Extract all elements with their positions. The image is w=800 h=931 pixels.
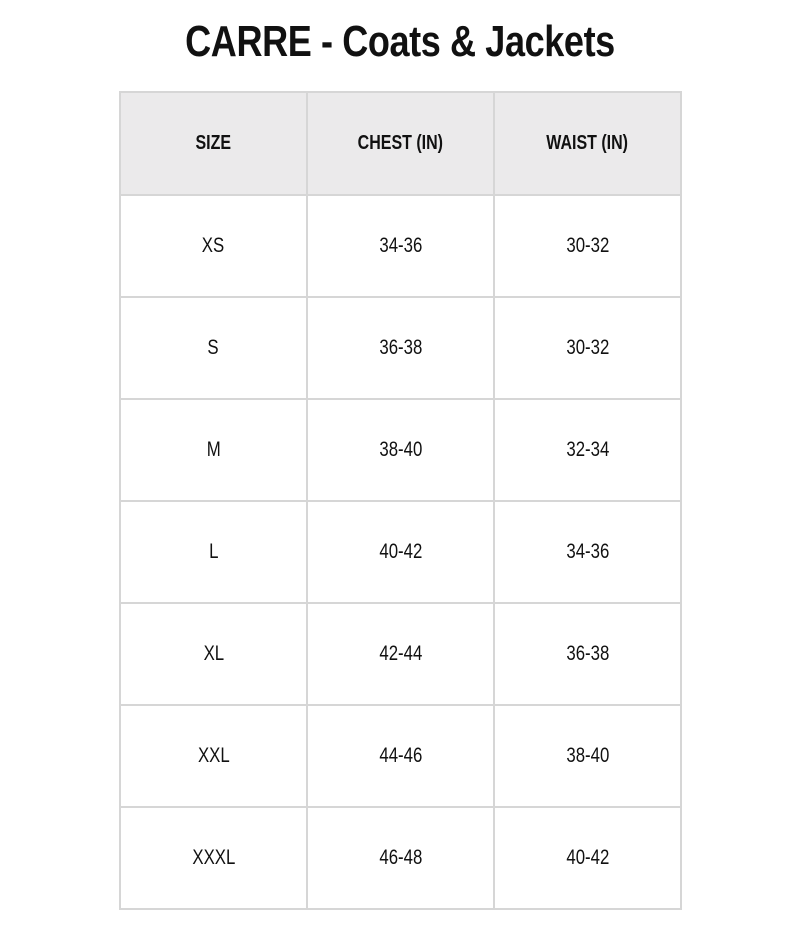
waist-cell: 40-42 <box>494 807 681 909</box>
table-row <box>120 807 681 909</box>
chest-cell: 40-42 <box>307 501 494 603</box>
waist-cell: 30-32 <box>494 297 681 399</box>
table-row <box>120 195 681 297</box>
size-cell: S <box>120 297 307 399</box>
size-chart-table <box>119 91 682 910</box>
table-row <box>120 399 681 501</box>
chest-cell: 42-44 <box>307 603 494 705</box>
table-row <box>120 705 681 807</box>
waist-cell: 38-40 <box>494 705 681 807</box>
chest-cell: 44-46 <box>307 705 494 807</box>
header-chest: CHEST (IN) <box>307 92 494 195</box>
table-header-row <box>120 92 681 195</box>
table-row <box>120 603 681 705</box>
size-cell: XXXL <box>120 807 307 909</box>
waist-cell: 36-38 <box>494 603 681 705</box>
page-title: CARRE - Coats & Jackets <box>185 17 615 66</box>
size-cell: XXL <box>120 705 307 807</box>
size-cell: XL <box>120 603 307 705</box>
size-cell: L <box>120 501 307 603</box>
table-row <box>120 501 681 603</box>
waist-cell: 32-34 <box>494 399 681 501</box>
size-cell: XS <box>120 195 307 297</box>
header-waist: WAIST (IN) <box>494 92 681 195</box>
waist-cell: 30-32 <box>494 195 681 297</box>
header-size: SIZE <box>120 92 307 195</box>
waist-cell: 34-36 <box>494 501 681 603</box>
size-cell: M <box>120 399 307 501</box>
chest-cell: 34-36 <box>307 195 494 297</box>
table-row <box>120 297 681 399</box>
chest-cell: 46-48 <box>307 807 494 909</box>
chest-cell: 36-38 <box>307 297 494 399</box>
chest-cell: 38-40 <box>307 399 494 501</box>
